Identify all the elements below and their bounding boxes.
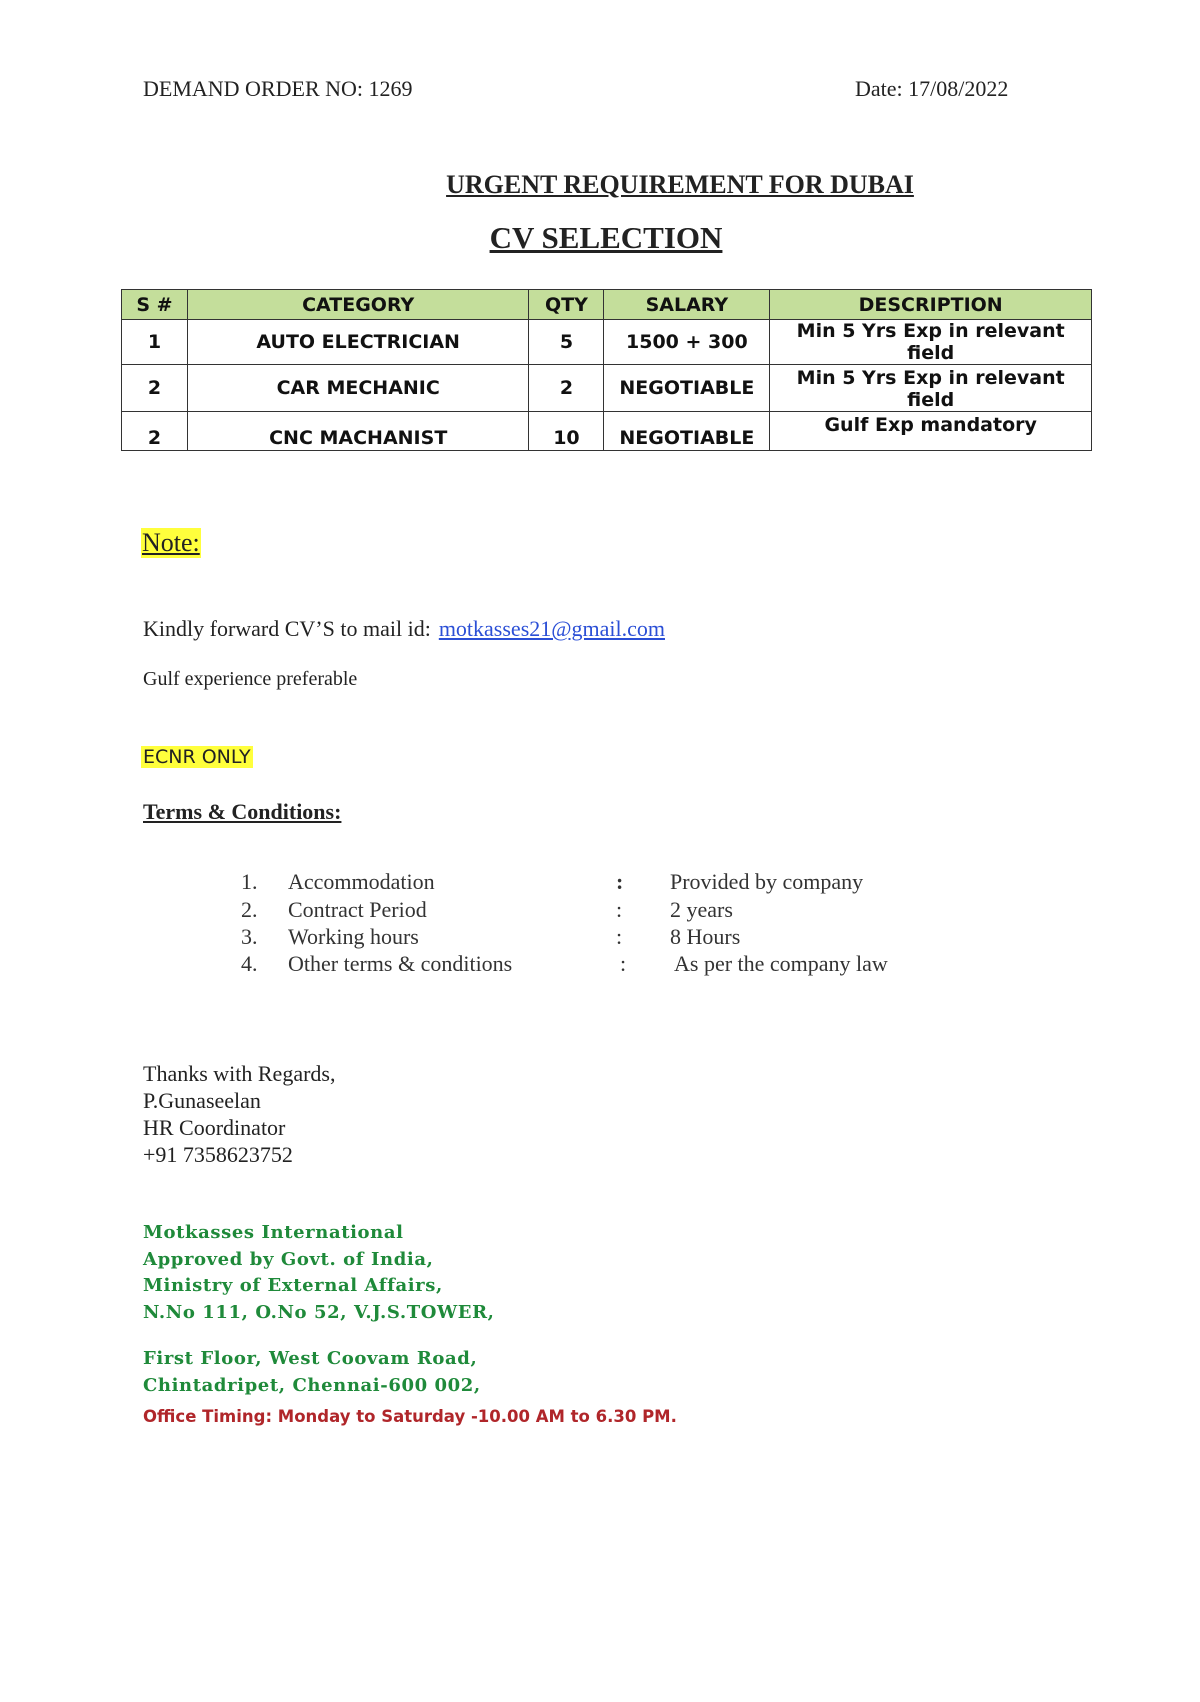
term-value: 8 Hours [670, 924, 741, 949]
term-value: 2 years [670, 897, 733, 922]
gulf-experience-text: Gulf experience preferable [143, 668, 358, 690]
signature-block [143, 1060, 335, 1168]
header-qty: QTY [529, 290, 604, 320]
company-approval: Approved by Govt. of India, [143, 1248, 434, 1270]
term-number: 4. [241, 951, 258, 976]
ecnr-badge: ECNR ONLY [143, 746, 251, 768]
term-value: As per the company law [674, 951, 888, 976]
cell-qty: 10 [529, 412, 604, 451]
cell-serial: 2 [122, 412, 188, 451]
term-label: Working hours [288, 924, 419, 949]
term-number: 1. [241, 869, 258, 894]
company-address [143, 1346, 481, 1399]
email-link[interactable]: motkasses21@gmail.com [438, 616, 665, 641]
demand-order-number: DEMAND ORDER NO: 1269 [143, 76, 413, 101]
requirements-table [121, 289, 1092, 451]
address-line: Chintadripet, Chennai-600 002, [143, 1374, 481, 1396]
table-row [122, 365, 1092, 412]
company-building: N.No 111, O.No 52, V.J.S.TOWER, [143, 1301, 495, 1323]
signer-role: HR Coordinator [143, 1115, 286, 1140]
term-label: Contract Period [288, 897, 427, 922]
address-line: First Floor, West Coovam Road, [143, 1348, 478, 1369]
term-value: Provided by company [670, 869, 864, 894]
cell-description: Min 5 Yrs Exp in relevant field [770, 365, 1092, 412]
cell-qty: 2 [529, 365, 604, 412]
company-name: Motkasses International [143, 1222, 404, 1243]
cell-description: Min 5 Yrs Exp in relevant field [770, 320, 1092, 365]
header-salary: SALARY [604, 290, 770, 320]
term-label: Accommodation [288, 869, 435, 894]
forward-text: Kindly forward CV’S to mail id: [143, 616, 431, 641]
table-row [122, 412, 1092, 451]
cell-salary: NEGOTIABLE [604, 412, 770, 451]
cell-description: Gulf Exp mandatory [770, 412, 1092, 451]
table-header-row [122, 290, 1092, 320]
cell-category: CNC MACHANIST [187, 412, 529, 451]
cell-category: CAR MECHANIC [187, 365, 529, 412]
order-date: Date: 17/08/2022 [855, 76, 1009, 101]
table-row [122, 320, 1092, 365]
header-description: DESCRIPTION [770, 290, 1092, 320]
selection-title: CV SELECTION [489, 220, 723, 255]
term-colon: : [616, 897, 623, 922]
cell-category: AUTO ELECTRICIAN [187, 320, 529, 365]
cell-serial: 1 [122, 320, 188, 365]
company-ministry: Ministry of External Affairs, [143, 1275, 443, 1296]
requirement-title: URGENT REQUIREMENT FOR DUBAI [446, 170, 914, 199]
cell-qty: 5 [529, 320, 604, 365]
terms-heading: Terms & Conditions: [143, 799, 342, 824]
cell-salary: 1500 + 300 [604, 320, 770, 365]
term-number: 2. [241, 897, 258, 922]
regards-text: Thanks with Regards, [143, 1061, 336, 1086]
header-category: CATEGORY [187, 290, 529, 320]
term-colon: : [620, 951, 627, 976]
forward-instruction [143, 616, 665, 642]
term-number: 3. [241, 924, 258, 949]
cell-serial: 2 [122, 365, 188, 412]
cell-salary: NEGOTIABLE [604, 365, 770, 412]
header-serial: S # [122, 290, 188, 320]
term-label: Other terms & conditions [288, 951, 513, 976]
company-block [143, 1220, 495, 1326]
signer-name: P.Gunaseelan [143, 1088, 261, 1113]
term-colon: : [616, 924, 623, 949]
office-timing: Office Timing: Monday to Saturday -10.00 AM to 6.30 PM. [143, 1407, 677, 1426]
signer-phone: +91 7358623752 [143, 1142, 293, 1167]
term-colon: : [616, 869, 624, 894]
note-label: Note: [142, 528, 200, 557]
